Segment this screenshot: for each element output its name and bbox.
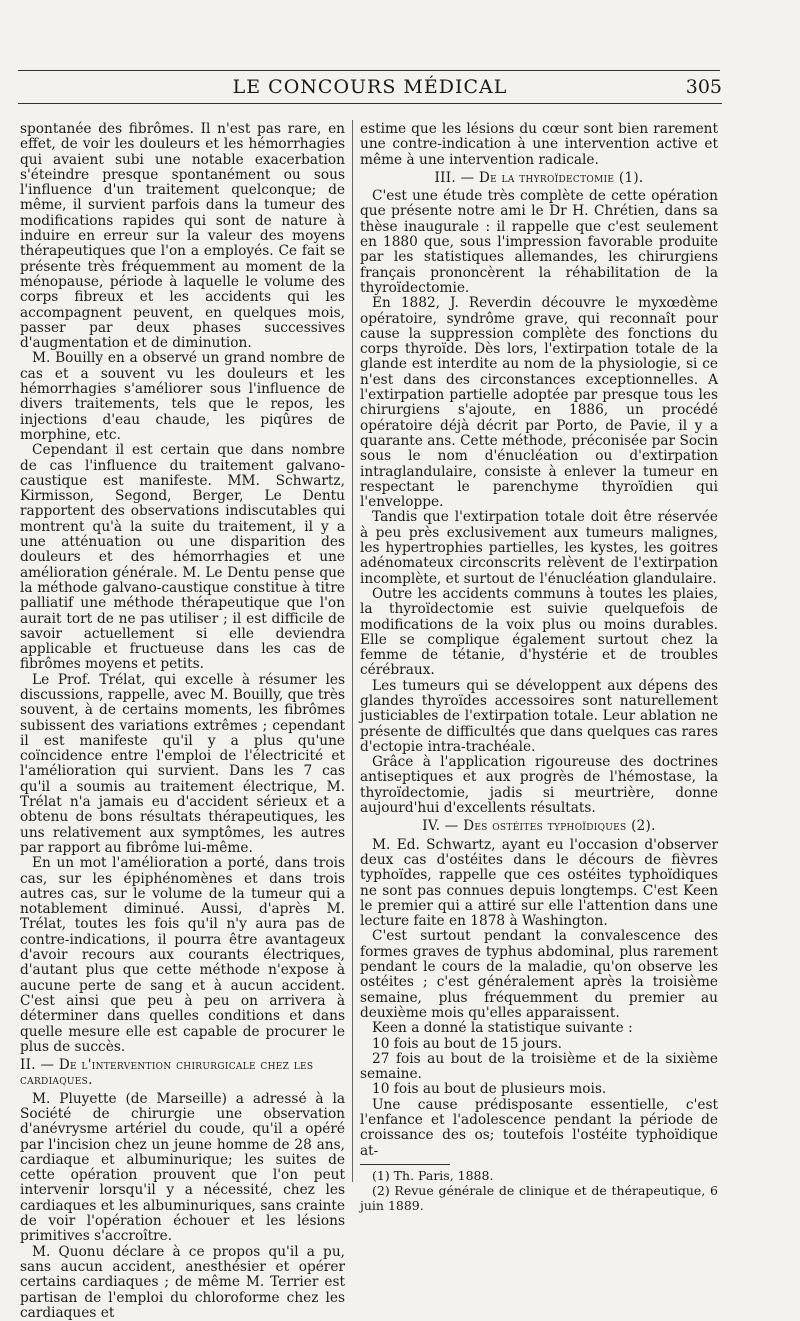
column-divider — [352, 120, 353, 1182]
paragraph: Tandis que l'extirpation totale doit être réservée à peu près exclusivement aux tumeurs malignes, les hypertrophies partielles, les kystes, les goitres adénomateux circonscrits relèvent de l'extirpation incomplète, et surtout de l'énucléation glandulaire. — [360, 509, 718, 587]
right-column — [360, 122, 718, 1213]
paragraph: En un mot l'amélioration a porté, dans trois cas, sur les épiphénomènes et dans trois autres cas, sur le volume de la tumeur qui a notablement diminué. Aussi, d'après M. Trélat, toutes les fois qu'il n'y aura pas de contre-indications, il pourra être avantageux d'avoir recours aux courants électriques, d'autant plus que cette méthode n'expose à aucune perte de sang et à aucun accident. C'est ainsi que peu à peu on arrivera à déterminer dans quelles conditions et dans quelle mesure elle est capable de procurer le plus de succès. — [20, 855, 345, 1055]
list-item: 27 fois au bout de la troisième et de la sixième semaine. — [360, 1050, 718, 1083]
footnote: (1) Th. Paris, 1888. — [372, 1167, 494, 1183]
left-column — [20, 122, 345, 1321]
paragraph: M. Bouilly en a observé un grand nombre de cas et a souvent vu les douleurs et les hémorrhagies s'améliorer sous l'influence de divers traitements, tels que le repos, les injections d'eau chaude, les piqûres de morphine, etc. — [20, 350, 345, 443]
footnote-rule — [360, 1164, 450, 1165]
header-rule — [18, 103, 722, 104]
paragraph: Keen a donné la statistique suivante : — [372, 1020, 633, 1037]
paragraph: estime que les lésions du cœur sont bien rarement une contre-indication à une intervention active et même à une intervention radicale. — [360, 121, 718, 168]
paragraph: spontanée des fibrômes. Il n'est pas rare, en effet, de voir les douleurs et les hémorrhagies qui avaient subi une notable exacerbation s'éteindre presque spontanément ou sous l'influence d'un traitement quelconque; de même, il survient parfois dans la tumeur des modifications rapides qui sont de nature à induire en erreur sur la valeur des moyens thérapeutiques que l'on a employés. Ce fait se présente très fréquemment au moment de la ménopause, période à laquelle le volume des corps fibreux et les accidents qui les accompagnent peuvent, en quelques mois, passer par deux phases successives d'augmentation et de diminution. — [20, 121, 345, 352]
top-rule — [18, 70, 720, 71]
paragraph: C'est une étude très complète de cette opération que présente notre ami le Dr H. Chrétien, dans sa thèse inaugurale : il rappelle que c'est seulement en 1880 que, sous l'impression favorable produite par les statistiques allemandes, les chirurgiens français prononcèrent la réhabilitation de la thyroïdectomie. — [360, 188, 718, 296]
paragraph: M. Pluyette (de Marseille) a adressé à la Société de chirurgie une observation d'anévrysme artériel du coude, qu'il a opéré par l'incision chez un jeune homme de 28 ans, cardiaque et albuminurique; les suites de cette opération prouvent que l'on peut intervenir lorsqu'il y a nécessité, chez les cardiaques et les albuminuriques, sans crainte de voir l'opération échouer et les lésions primitives s'accroître. — [20, 1090, 345, 1245]
list-item: 10 fois au bout de plusieurs mois. — [372, 1081, 607, 1098]
paragraph: Le Prof. Trélat, qui excelle à résumer les discussions, rappelle, avec M. Bouilly, que très souvent, à de certains moments, les fibrômes subissent des variations extrêmes ; cependant il est manifeste qu'il y a plus qu'une coïncidence entre l'emploi de l'électricité et l'amélioration qui survient. Dans les 7 cas qu'il a soumis au traitement électrique, M. Trélat n'a jamais eu d'accident sérieux et a obtenu de bons résultats thérapeutiques, les uns relativement aux symptômes, les autres par rapport au fibrôme lui-même. — [20, 671, 345, 856]
footnote: (2) Revue générale de clinique et de thérapeutique, 6 juin 1889. — [360, 1182, 718, 1213]
paragraph: M. Quonu déclare à ce propos qu'il a pu, sans aucun accident, anesthésier et opérer certains cardiaques ; de même M. Terrier est partisan de l'emploi du chloroforme chez les cardiaques et — [20, 1243, 345, 1321]
running-header — [18, 76, 722, 100]
paragraph: Les tumeurs qui se développent aux dépens des glandes thyroïdes accessoires sont naturellement justiciables de l'extirpation totale. Leur ablation ne présente de difficultés que dans quelques cas rares d'ectopie intra-trachéale. — [360, 677, 718, 755]
section-heading: IV. — Des ostéites typhoïdiques (2). — [422, 818, 656, 835]
paragraph: Outre les accidents communs à toutes les plaies, la thyroïdectomie est suivie quelquefois de modifications de la voix plus ou moins durables. Elle se complique également surtout chez la femme de tétanie, d'hystérie et de troubles cérébraux. — [360, 585, 718, 679]
section-heading: III. — De la thyroïdectomie (1). — [434, 169, 644, 186]
paragraph: Grâce à l'application rigoureuse des doctrines antiseptiques et aux progrès de l'hémostase, la thyroïdectomie, jadis si meurtrière, donne aujourd'hui d'excellents résultats. — [360, 754, 718, 817]
list-item: 10 fois au bout de 15 jours. — [372, 1035, 563, 1052]
journal-title: LE CONCOURS MÉDICAL — [232, 76, 508, 98]
page-number: 305 — [685, 76, 722, 98]
paragraph: M. Ed. Schwartz, ayant eu l'occasion d'observer deux cas d'ostéites dans le décours de fièvres typhoïdes, rappelle que ces ostéites typhoïdiques ne sont pas connues depuis longtemps. C'est Keen le premier qui a attiré sur elle l'attention dans une lecture faite en 1878 à Washington. — [360, 836, 718, 930]
paragraph: Cependant il est certain que dans nombre de cas l'influence du traitement galvano-caustique est manifeste. MM. Schwartz, Kirmisson, Segond, Berger, Le Dentu rapportent des observations indiscutables qui montrent qu'à la suite du traitement, il y a une atténuation ou une disparition des douleurs et des hémorrhagies et une amélioration générale. M. Le Dentu pense que la méthode galvano-caustique constitue à titre palliatif une méthode thérapeutique que l'on aurait tort de ne pas utiliser ; il est difficile de savoir actuellement si elle deviendra applicable et fructueuse dans les cas de fibrômes moyens et petits. — [20, 442, 345, 673]
paragraph: En 1882, J. Reverdin découvre le myxœdème opératoire, syndrôme grave, qui reconnaît pour cause la suppression complète des fonctions du corps thyroïde. Dès lors, l'extirpation totale de la glande est interdite au nom de la physiologie, si ce n'est dans des circonstances exceptionnelles. A l'extirpation partielle adoptée par presque tous les chirurgiens s'ajoute, en 1886, un procédé opératoire déjà décrit par Porto, de Pavie, il y a quarante ans. Cette méthode, préconisée par Socin sous le nom d'énucléation ou d'extirpation intraglandulaire, consiste à enlever la tumeur en respectant le parenchyme thyroïdien qui l'enveloppe. — [360, 295, 718, 511]
paragraph: Une cause prédisposante essentielle, c'est l'enfance et l'adolescence pendant la période de croissance des os; toutefois l'ostéite typhoïdique at- — [360, 1096, 718, 1159]
paragraph: C'est surtout pendant la convalescence des formes graves de typhus abdominal, plus rarement pendant le cours de la maladie, qu'on observe les ostéites ; c'est généralement après la troisième semaine, plus fréquemment du premier au deuxième mois qu'elles apparaissent. — [360, 928, 718, 1021]
section-heading: II. — De l'intervention chirurgicale chez les cardiaques. — [20, 1057, 314, 1089]
